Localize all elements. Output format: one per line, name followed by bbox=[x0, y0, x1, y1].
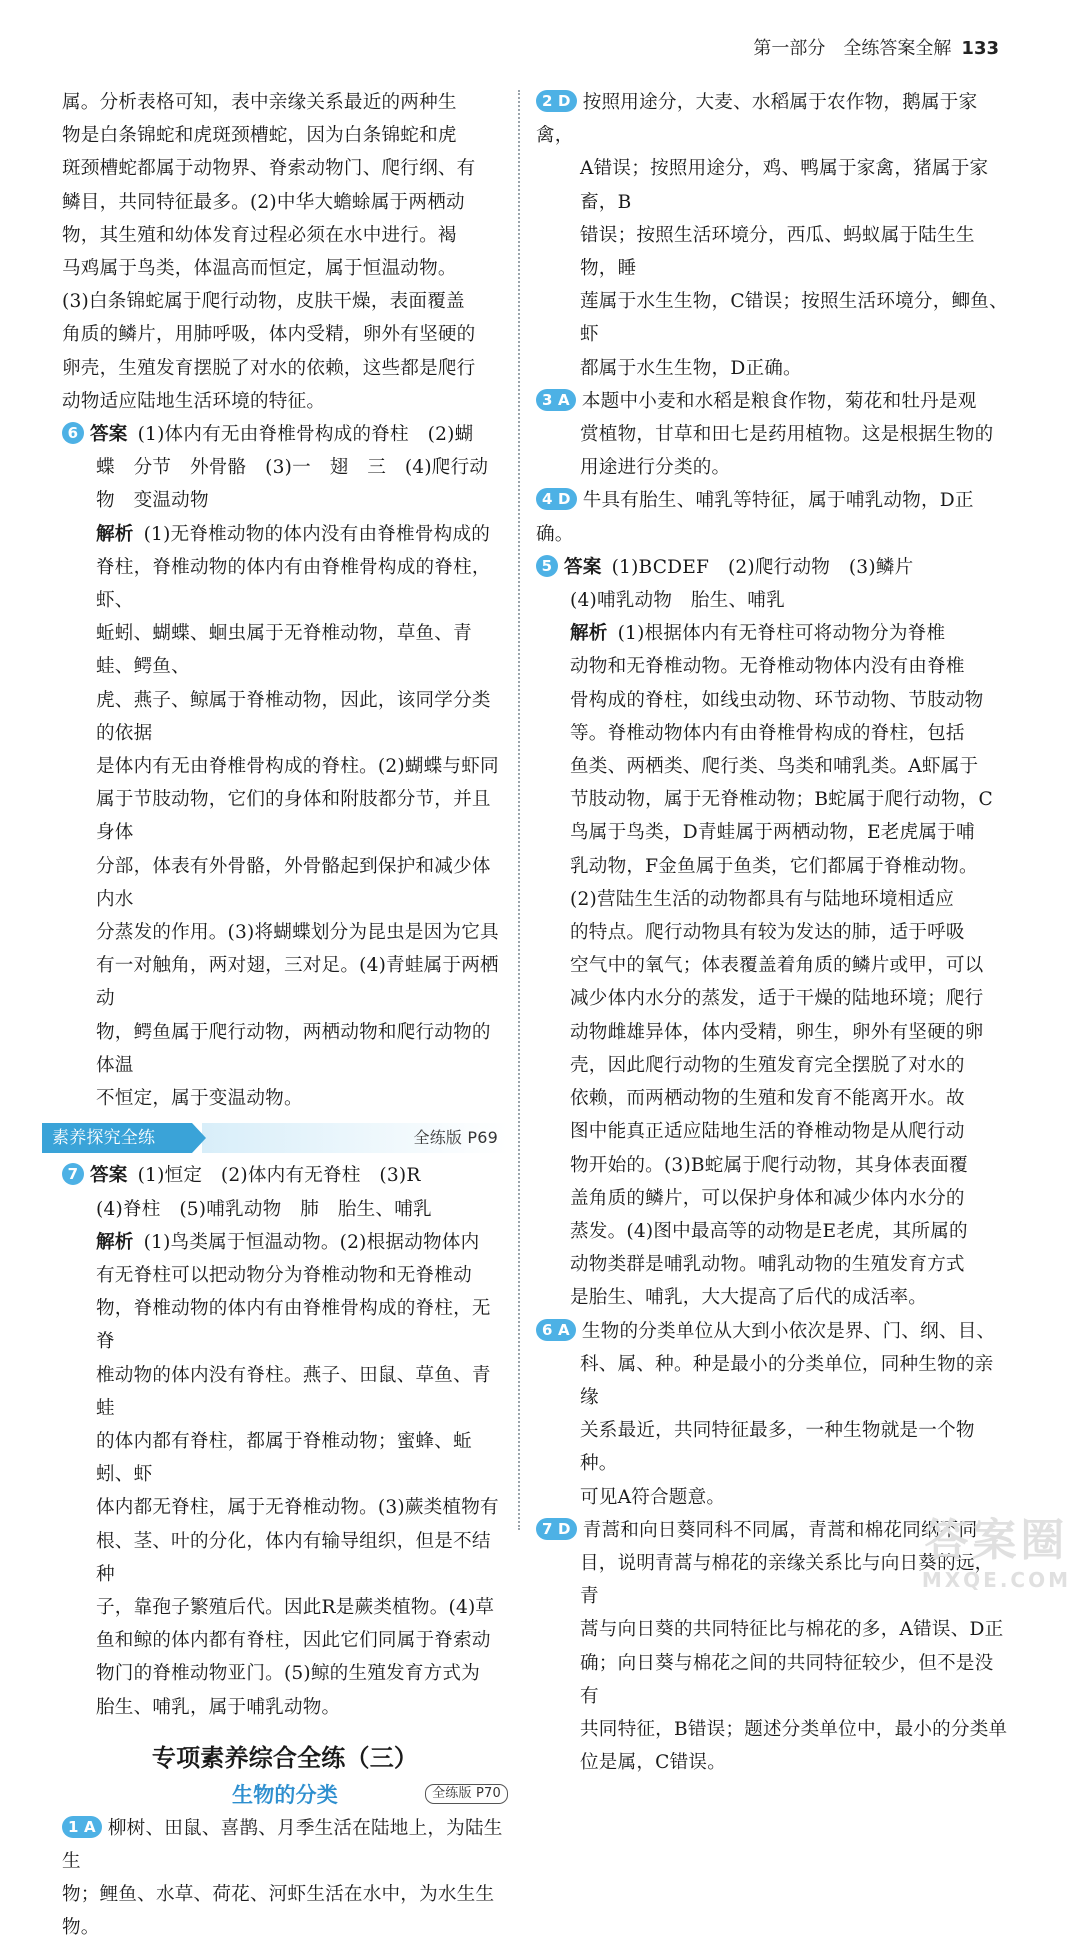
analysis-line: 依赖，而两栖动物的生殖和发育不能离开水。故 bbox=[570, 1088, 965, 1110]
analysis-line: 不恒定，属于变温动物。 bbox=[96, 1088, 303, 1110]
question-number-badge: 6 bbox=[62, 422, 84, 444]
text-line: 斑颈槽蛇都属于动物界、脊索动物门、爬行纲、有 bbox=[62, 158, 476, 180]
text: 柳树、田鼠、喜鹊、月季生活在陆地上，为陆生生 bbox=[62, 1817, 503, 1872]
analysis-line: 减少体内水分的蒸发，适于干燥的陆地环境；爬行 bbox=[570, 988, 984, 1010]
text-line: 确；向日葵与棉花之间的共同特征较少，但不是没有 bbox=[580, 1652, 994, 1707]
page-number: 133 bbox=[961, 38, 999, 59]
analysis-line: 等。脊椎动物体内有由脊椎骨构成的脊柱，包括 bbox=[570, 722, 965, 744]
analysis-line: 动物和无脊椎动物。无脊椎动物体内没有由脊椎 bbox=[570, 656, 965, 678]
column-divider bbox=[518, 90, 520, 1530]
analysis-line: 鸟属于鸟类，D青蛙属于两栖动物，E老虎属于哺 bbox=[570, 822, 975, 844]
question-number-badge: 5 bbox=[536, 555, 558, 577]
analysis-line: 有无脊柱可以把动物分为脊椎动物和无脊椎动 bbox=[96, 1264, 472, 1286]
left-column bbox=[52, 86, 508, 1945]
analysis-line: 节肢动物，属于无脊椎动物；B蛇属于爬行动物，C bbox=[570, 789, 993, 811]
text-line: 可见A符合题意。 bbox=[580, 1486, 726, 1508]
text-line bbox=[536, 1315, 1010, 1348]
text-line: 目，说明青蒿与棉花的亲缘关系比与向日葵的远，青 bbox=[580, 1552, 994, 1608]
question-answer-badge: 6 A bbox=[536, 1319, 576, 1341]
text-line: 物是白条锦蛇和虎斑颈槽蛇，因为白条锦蛇和虎 bbox=[62, 125, 457, 147]
analysis-line: 的特点。爬行动物具有较为发达的肺，适于呼吸 bbox=[570, 922, 965, 944]
text: 牛具有胎生、哺乳等特征，属于哺乳动物，D正确。 bbox=[536, 490, 974, 545]
text-line bbox=[536, 484, 1010, 550]
answer-line bbox=[536, 551, 1010, 584]
text-line: 共同特征，B错误；题述分类单位中，最小的分类单 bbox=[580, 1718, 1008, 1740]
analysis-line: 骨构成的脊柱，如线虫动物、环节动物、节肢动物 bbox=[570, 689, 984, 711]
question-answer-badge: 4 D bbox=[536, 488, 577, 510]
text-line: A错误；按照用途分，鸡、鸭属于家禽，猪属于家畜，B bbox=[580, 158, 989, 213]
text-line: 都属于水生生物，D正确。 bbox=[580, 357, 802, 379]
text-line: 属。分析表格可知，表中亲缘关系最近的两种生 bbox=[62, 92, 457, 113]
analysis-line: 脊柱，脊椎动物的体内有由脊椎骨构成的脊柱，虾、 bbox=[96, 556, 491, 612]
prev-answer-continuation bbox=[62, 86, 508, 418]
section-title: 专项素养综合全练（三） bbox=[151, 1743, 419, 1772]
analysis-line: 子，靠孢子繁殖后代。因此R是蕨类植物。(4)草 bbox=[96, 1596, 495, 1618]
analysis-line: 虎、燕子、鲸属于脊椎动物，因此，该同学分类的依据 bbox=[96, 689, 491, 744]
banner-page-ref: 全练版 P69 bbox=[413, 1128, 498, 1148]
text-line bbox=[536, 385, 1010, 418]
analysis-line: 蒸发。(4)图中最高等的动物是E老虎，其所属的 bbox=[570, 1220, 968, 1242]
text-line bbox=[62, 1812, 508, 1878]
analysis-line: 属于节肢动物，它们的身体和附肢都分节，并且身体 bbox=[96, 789, 491, 844]
analysis-line: 的体内都有脊柱，都属于脊椎动物；蜜蜂、蚯蚓、虾 bbox=[96, 1430, 472, 1486]
section-banner bbox=[42, 1121, 508, 1155]
question-7-left bbox=[62, 1159, 508, 1723]
answer-line bbox=[62, 1159, 508, 1192]
text: 按照用途分，大麦、水稻属于农作物，鹅属于家禽， bbox=[536, 92, 978, 147]
analysis-line: 分蒸发的作用。(3)将蝴蝶划分为昆虫是因为它具 bbox=[96, 922, 499, 944]
text-line: (3)白条锦蛇属于爬行动物，皮肤干燥，表面覆盖 bbox=[62, 291, 465, 313]
text-line: 鳞目，共同特征最多。(2)中华大蟾蜍属于两栖动 bbox=[62, 191, 465, 213]
question-answer-badge: 3 A bbox=[536, 389, 576, 411]
analysis-line: 是体内有无由脊椎骨构成的脊柱。(2)蝴蝶与虾同 bbox=[96, 756, 499, 778]
analysis-line: 乳动物，F金鱼属于鱼类，它们都属于脊椎动物。 bbox=[570, 855, 978, 877]
header-section: 第一部分 全练答案全解 bbox=[753, 38, 952, 59]
question-3 bbox=[536, 385, 1010, 485]
text-line: 莲属于水生生物，C错误；按照生活环境分，鲫鱼、虾 bbox=[580, 291, 1008, 346]
analysis-label: 解析 bbox=[570, 623, 608, 645]
question-answer-badge: 1 A bbox=[62, 1816, 102, 1838]
text-line: 马鸡属于鸟类，体温高而恒定，属于恒温动物。 bbox=[62, 258, 457, 280]
text-line: 科、属、种。种是最小的分类单位，同种生物的亲缘 bbox=[580, 1353, 994, 1408]
text-line: 动物适应陆地生活环境的特征。 bbox=[62, 390, 326, 412]
question-1 bbox=[62, 1812, 508, 1945]
analysis-line: 胎生、哺乳，属于哺乳动物。 bbox=[96, 1696, 341, 1718]
section-page-tag: 全练版 P70 bbox=[425, 1784, 508, 1804]
analysis-line: 物，脊椎动物的体内有由脊椎骨构成的脊柱，无脊 bbox=[96, 1298, 491, 1353]
text-line: 错误；按照生活环境分，西瓜、蚂蚁属于陆生生物，睡 bbox=[580, 224, 975, 280]
analysis-line bbox=[62, 1226, 508, 1259]
analysis-line: 有一对触角，两对翅，三对足。(4)青蛙属于两栖动 bbox=[96, 955, 499, 1010]
analysis-line bbox=[536, 617, 1010, 650]
answer-text: (1)恒定 (2)体内有无脊柱 (3)R bbox=[137, 1165, 421, 1187]
question-2 bbox=[536, 86, 1010, 385]
text-line: 物；鲤鱼、水草、荷花、河虾生活在水中，为水生生物。 bbox=[62, 1884, 495, 1939]
text-line: 关系最近，共同特征最多，一种生物就是一个物种。 bbox=[580, 1420, 975, 1475]
text-line: 卵壳，生殖发育摆脱了对水的依赖，这些都是爬行 bbox=[62, 357, 476, 379]
question-4 bbox=[536, 484, 1010, 550]
analysis-line: 物门的脊椎动物亚门。(5)鲸的生殖发育方式为 bbox=[96, 1663, 481, 1685]
text-line: 赏植物，甘草和田七是药用植物。这是根据生物的 bbox=[580, 424, 994, 446]
watermark-logo bbox=[922, 1504, 1071, 1592]
analysis-text: (1)根据体内有无脊柱可将动物分为脊椎 bbox=[617, 623, 946, 645]
answer-label: 答案 bbox=[564, 556, 602, 578]
answer-line: (4)哺乳动物 胎生、哺乳 bbox=[570, 590, 785, 612]
banner-title: 素养探究全练 bbox=[42, 1123, 192, 1153]
answer-label: 答案 bbox=[90, 1165, 128, 1187]
analysis-line: 壳，因此爬行动物的生殖发育完全摆脱了对水的 bbox=[570, 1054, 965, 1076]
analysis-line: 图中能真正适应陆地生活的脊椎动物是从爬行动 bbox=[570, 1121, 965, 1143]
question-answer-badge: 2 D bbox=[536, 90, 577, 112]
text-line: 位是属，C错误。 bbox=[580, 1752, 726, 1774]
analysis-line: 分部，体表有外骨骼，外骨骼起到保护和减少体内水 bbox=[96, 855, 491, 910]
question-number-badge: 7 bbox=[62, 1163, 84, 1185]
analysis-line: 动物类群是哺乳动物。哺乳动物的生殖发育方式 bbox=[570, 1254, 965, 1276]
question-answer-badge: 7 D bbox=[536, 1518, 577, 1540]
text-line: 角质的鳞片，用肺呼吸，体内受精，卵外有坚硬的 bbox=[62, 324, 476, 346]
analysis-line: 盖角质的鳞片，可以保护身体和减少体内水分的 bbox=[570, 1187, 965, 1209]
analysis-text: (1)鸟类属于恒温动物。(2)根据动物体内 bbox=[143, 1231, 480, 1253]
analysis-line: 根、茎、叶的分化，体内有输导组织，但是不结种 bbox=[96, 1530, 491, 1585]
analysis-line: 鱼和鲸的体内都有脊柱，因此它们同属于脊索动 bbox=[96, 1630, 491, 1652]
page-header bbox=[753, 34, 999, 60]
question-6-left bbox=[62, 418, 508, 1115]
text-line bbox=[536, 86, 1010, 152]
analysis-line: 体内都无脊柱，属于无脊椎动物。(3)蕨类植物有 bbox=[96, 1497, 499, 1519]
answer-label: 答案 bbox=[90, 424, 128, 446]
section-subtitle bbox=[62, 1778, 508, 1812]
analysis-text: (1)无脊椎动物的体内没有由脊椎骨构成的 bbox=[143, 523, 491, 545]
analysis-line: 物，鳄鱼属于爬行动物，两栖动物和爬行动物的体温 bbox=[96, 1021, 491, 1076]
answer-text: (1)体内有无由脊椎骨构成的脊柱 (2)蝴 bbox=[137, 424, 474, 446]
text-line: 物，其生殖和幼体发育过程必须在水中进行。褐 bbox=[62, 224, 457, 246]
analysis-label: 解析 bbox=[96, 523, 134, 545]
analysis-line: 动物雌雄异体，体内受精，卵生，卵外有坚硬的卵 bbox=[570, 1021, 984, 1043]
text: 青蒿和向日葵同科不同属，青蒿和棉花同纲不同 bbox=[582, 1519, 978, 1541]
analysis-line: 空气中的氧气；体表覆盖着角质的鳞片或甲，可以 bbox=[570, 955, 984, 977]
analysis-line: (2)营陆生生活的动物都具有与陆地环境相适应 bbox=[570, 888, 955, 910]
analysis-line: 是胎生、哺乳，大大提高了后代的成活率。 bbox=[570, 1287, 928, 1309]
text: 生物的分类单位从大到小依次是界、门、纲、目、 bbox=[581, 1320, 996, 1342]
analysis-line: 蚯蚓、蝴蝶、蛔虫属于无脊椎动物，草鱼、青蛙、鳄鱼、 bbox=[96, 623, 472, 678]
answer-line: 蝶 分节 外骨骼 (3)一 翅 三 (4)爬行动 bbox=[96, 457, 489, 479]
analysis-label: 解析 bbox=[96, 1231, 134, 1253]
question-5 bbox=[536, 551, 1010, 1315]
text: 本题中小麦和水稻是粮食作物，菊花和牡丹是观 bbox=[581, 390, 977, 412]
watermark-text: 答案圈 bbox=[924, 1515, 1069, 1566]
answer-text: (1)BCDEF (2)爬行动物 (3)鳞片 bbox=[611, 556, 914, 578]
analysis-line: 物开始的。(3)B蛇属于爬行动物，其身体表面覆 bbox=[570, 1154, 968, 1176]
section-subtitle-text: 生物的分类 bbox=[232, 1782, 338, 1807]
answer-line bbox=[62, 418, 508, 451]
answer-line: (4)脊柱 (5)哺乳动物 肺 胎生、哺乳 bbox=[96, 1198, 432, 1220]
analysis-line: 鱼类、两栖类、爬行类、鸟类和哺乳类。A虾属于 bbox=[570, 756, 979, 778]
watermark-url: MXQE.COM bbox=[921, 1568, 1071, 1592]
text-line: 蒿与向日葵的共同特征比与棉花的多，A错误、D正 bbox=[580, 1619, 1004, 1641]
text-line: 用途进行分类的。 bbox=[580, 457, 731, 479]
question-6-right bbox=[536, 1315, 1010, 1514]
answer-line: 物 变温动物 bbox=[96, 490, 209, 512]
analysis-line bbox=[62, 518, 508, 551]
analysis-line: 椎动物的体内没有脊柱。燕子、田鼠、草鱼、青蛙 bbox=[96, 1364, 491, 1419]
